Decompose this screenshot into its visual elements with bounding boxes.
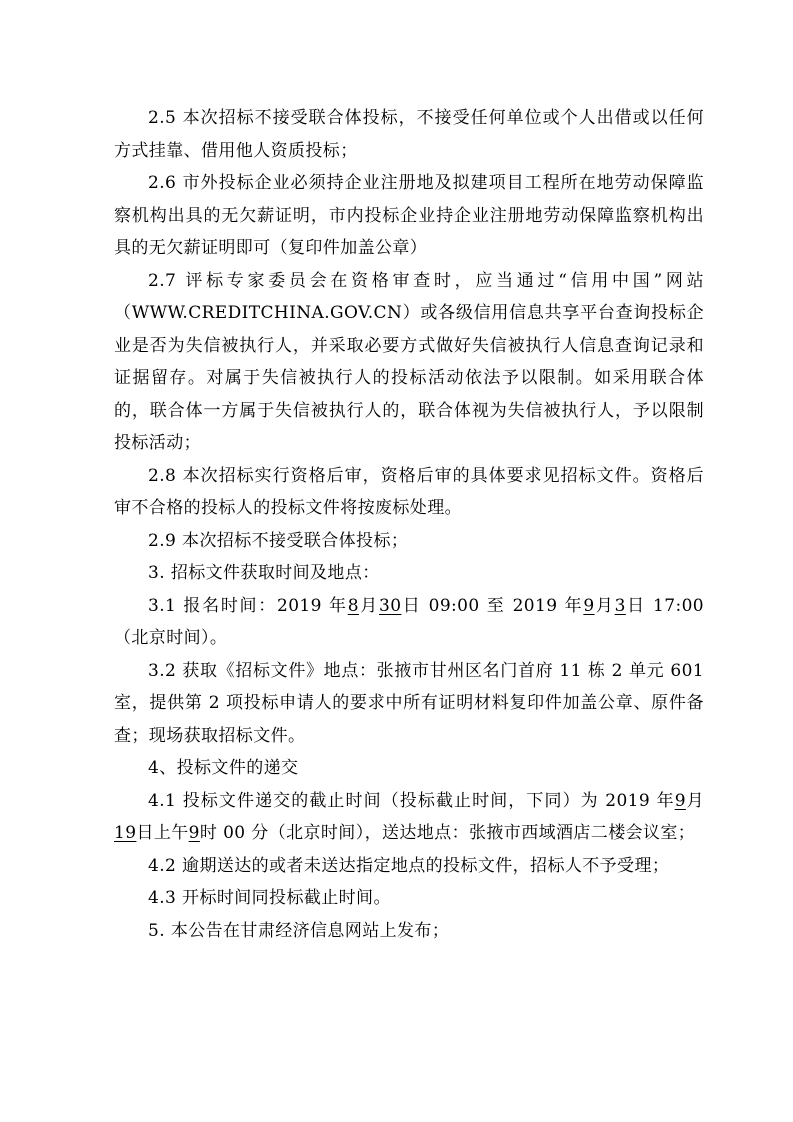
registration-end-month: 9 [583,595,595,616]
paragraph-2-7: 2.7 评标专家委员会在资格审查时，应当通过“信用中国”网站（WWW.CREDITCHINA.GOV.CN）或各级信用信息共享平台查询投标企业是否为失信被执行人，并采取必要方式做好失信被执行人信息查询记录和证据留存。对属于失信被执行人的投标活动依法予以限制。如采用联合体的，联合体一方属于失信被执行人的，联合体视为失信被执行人，予以限制投标活动； [114,270,704,453]
document-body [114,102,704,947]
heading-3: 3. 招标文件获取时间及地点： [148,563,380,583]
registration-month-label-2: 月 [594,595,615,616]
registration-start-day: 30 [379,595,402,616]
paragraph-2-8: 2.8 本次招标实行资格后审，资格后审的具体要求见招标文件。资格后审不合格的投标人的投标文件将按废标处理。 [114,465,704,518]
paragraph-3-2: 3.2 获取《招标文件》地点：张掖市甘州区名门首府 11 栋 2 单元 601 室，提供第 2 项投标申请人的要求中所有证明材料复印件加盖公章、原件备查；现场获取招标文件。 [114,660,704,746]
paragraph-4-3: 4.3 开标时间同投标截止时间。 [148,888,391,908]
registration-mid: 日 09:00 至 2019 年 [401,595,584,616]
deadline-prefix: 4.1 投标文件递交的截止时间（投标截止时间，下同）为 2019 年 [148,790,675,811]
deadline-month: 9 [674,790,686,811]
heading-4: 4、投标文件的递交 [148,758,299,778]
paragraph-2-5: 2.5 本次招标不接受联合体投标，不接受任何单位或个人出借或以任何方式挂靠、借用他人资质投标； [114,108,704,161]
registration-month-label-1: 月 [358,595,379,616]
registration-prefix: 3.1 报名时间：2019 年 [148,595,348,616]
paragraph-4-2: 4.2 逾期送达的或者未送达指定地点的投标文件，招标人不予受理； [148,855,670,876]
deadline-month-label: 月 [685,790,704,811]
paragraph-3-1 [114,590,704,655]
deadline-hour: 9 [188,823,200,843]
registration-suffix: 日 17:00（北京时间）。 [114,595,705,648]
paragraph-2-9: 2.9 本次招标不接受联合体投标； [148,530,409,551]
deadline-suffix: 时 00 分（北京时间），送达地点：张掖市西域酒店二楼会议室； [199,823,696,843]
paragraph-5: 5. 本公告在甘肃经济信息网站上发布； [148,920,450,941]
registration-end-day: 3 [614,595,626,616]
deadline-day: 19 [114,823,137,843]
paragraph-4-1 [114,785,704,850]
paragraph-2-6: 2.6 市外投标企业必须持企业注册地及拟建项目工程所在地劳动保障监察机构出具的无欠薪证明，市内投标企业持企业注册地劳动保障监察机构出具的无欠薪证明即可（复印件加盖公章） [114,173,704,258]
registration-start-month: 8 [347,595,359,616]
deadline-day-label: 日上午 [136,823,189,843]
